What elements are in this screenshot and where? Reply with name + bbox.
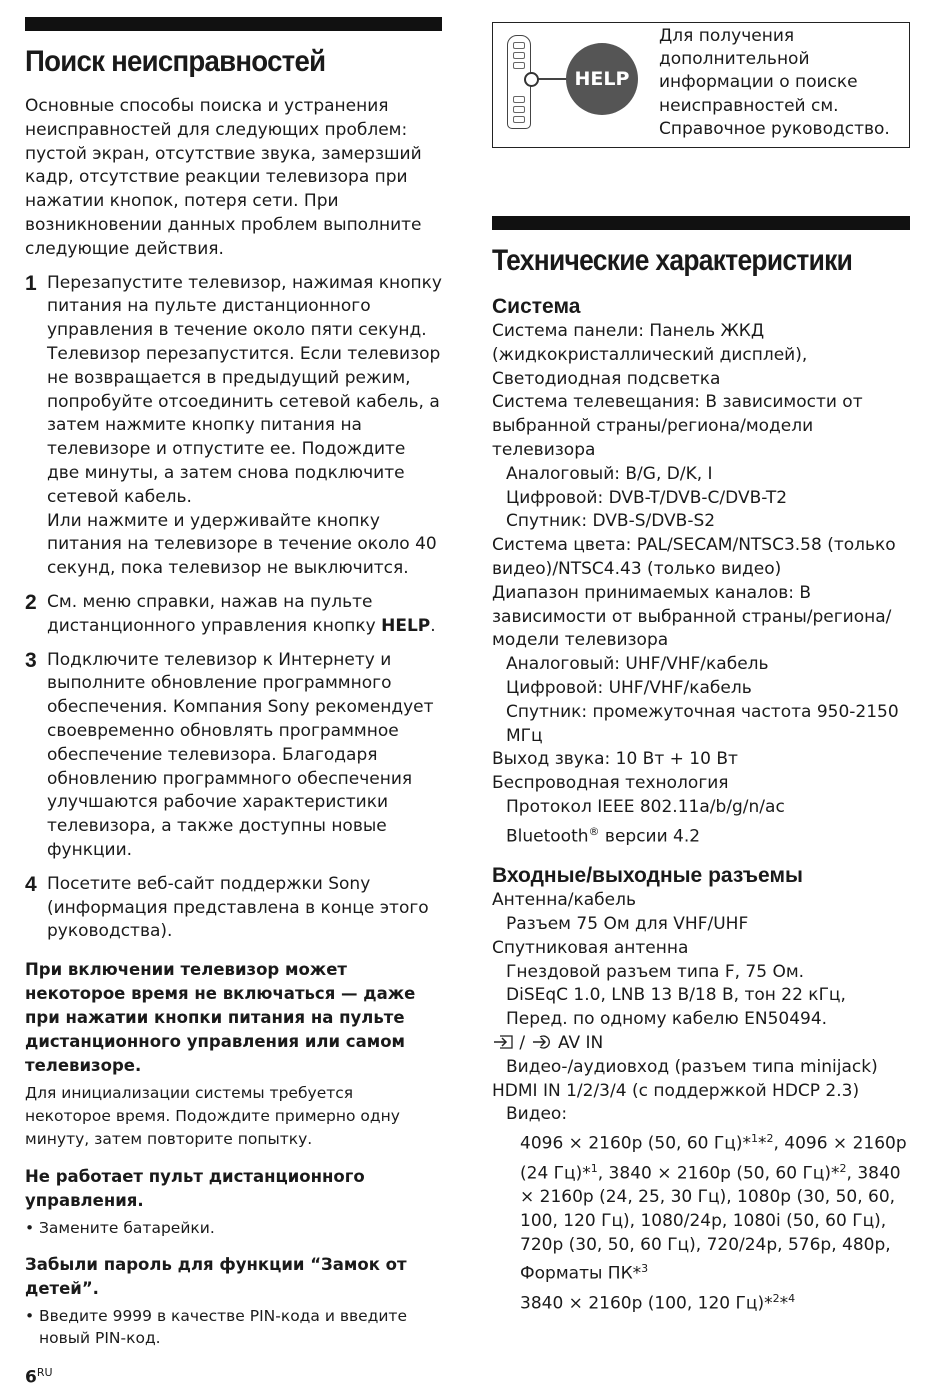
step-3 [25, 649, 442, 863]
issue-answer: Для инициализации системы требуется некоторое время. Подождите примерно одну минуту, затем повторите попытку. [25, 1084, 400, 1149]
step-number: 2 [25, 590, 37, 614]
registered-mark: ® [588, 824, 600, 838]
page-number-value: 6 [25, 1367, 37, 1388]
help-badge: HELP [566, 43, 638, 115]
spec-hdmi: HDMI IN 1/2/3/4 (с поддержкой HDCP 2.3) [492, 1080, 860, 1101]
spec-sat-antenna: Спутниковая антенна [492, 937, 689, 958]
step-text: Перезапустите телевизор, нажимая кнопку питания на пульте дистанционного управления в течение около пяти секунд. Телевизор перезапустится. Если телевизор не возвращается в предыдущий режим, попробуйте отсоединить сетевой кабель, а затем нажмите кнопку питания на телевизоре и отпустите ее. Подождите две минуты, а затем снова подключите сетевой кабель. [47, 272, 442, 507]
page-language: RU [36, 1366, 53, 1379]
help-box-text: Для получения дополнительной информации о поиске неисправностей см. Справочное руководство. [659, 26, 890, 139]
issue-question: При включении телевизор может некоторое время не включаться — даже при нажатии кнопки питания на пульте дистанционного управления или самом телевизоре. [25, 960, 416, 1076]
spec-resolutions [492, 1127, 910, 1287]
issue-question: Не работает пульт дистанционного управления. [25, 1167, 365, 1211]
step-1 [25, 272, 442, 581]
spec-sound: Выход звука: 10 Вт + 10 Вт [492, 749, 738, 770]
res-text: , 3840 × 2160p (50, 60 Гц)* [597, 1163, 840, 1184]
spec-antenna-detail: Разъем 75 Ом для VHF/UHF [506, 913, 749, 934]
spec-bluetooth [492, 820, 910, 849]
help-button-indicator-icon [524, 72, 539, 87]
spec-digital: Цифровой: DVB-T/DVB-C/DVB-T2 [506, 487, 788, 508]
step-text: Посетите веб-сайт поддержки Sony (информация представлена в конце этого руководства). [47, 873, 429, 942]
spec-ch-analog: Аналоговый: UHF/VHF/кабель [506, 654, 769, 675]
step-2 [25, 591, 442, 639]
spec-broadcast: Система телевещания: В зависимости от выбранной страны/региона/модели телевизора [492, 392, 863, 460]
spec-sat-detail-1: Гнездовой разъем типа F, 75 Ом. [506, 961, 805, 982]
input-circle-icon [531, 1035, 553, 1049]
footnote-ref: 2 [839, 1161, 847, 1175]
footnote-ref: 1 [750, 1132, 758, 1146]
spec-video: Видео: [506, 1104, 568, 1125]
av-in-label: AV IN [557, 1032, 604, 1053]
specs-column [492, 22, 910, 1316]
spec-channels: Диапазон принимаемых каналов: В зависимости от выбранной страны/региона/ модели телевизора [492, 582, 892, 651]
step-text-tail: . [430, 615, 436, 636]
spec-panel: Система панели: Панель ЖКД (жидкокристаллический дисплей), Светодиодная подсветка [492, 321, 808, 389]
step-text: Подключите телевизор к Интернету и выполните обновление программного обеспечения. Компания Sony рекомендует своевременно обновлять программное обеспечение телевизора. Благодаря обновлению программного обеспечения улучшаются рабочие характеристики телевизора, а также доступны новые функции. [47, 649, 434, 860]
spec-ieee: Протокол IEEE 802.11a/b/g/n/ac [506, 796, 785, 817]
spec-analog: Аналоговый: B/G, D/K, I [506, 463, 713, 484]
step-4 [25, 873, 442, 944]
spec-satellite: Спутник: DVB-S/DVB-S2 [506, 511, 716, 532]
input-arrow-icon [492, 1035, 514, 1049]
spec-ch-satellite: Спутник: промежуточная частота 950-2150 МГц [506, 701, 899, 746]
help-key-label: HELP [381, 615, 431, 636]
spec-wireless: Беспроводная технология [492, 773, 729, 794]
pointer-line [537, 78, 567, 80]
specs-title: Технические характеристики [492, 244, 853, 277]
issue-bullet: • Введите 9999 в качестве PIN-кода и введите новый PIN-код. [25, 1305, 442, 1349]
troubleshooting-steps [25, 272, 442, 945]
page-number [25, 1366, 53, 1388]
troubleshooting-intro: Основные способы поиска и устранения неисправностей для следующих проблем: пустой экран, отсутствие звука, замерзший кадр, отсутствие реакции телевизора при нажатии кнопок, потеря сети. При возникновении данных проблем выполните следующие действия. [25, 96, 422, 259]
troubleshooting-column [25, 17, 442, 1349]
res-text: , 3840 × 2160p (24, 25, 30 Гц), 1080p (30, 50, 60, 100, 120 Гц), 1080/24p, 1080i (50, 60 Гц), 720p (30, 50, 60 Гц), 720/24p, 576p, 480p, Форматы ПК* [520, 1163, 901, 1285]
av-separator: / [514, 1032, 531, 1053]
section-rule [25, 17, 442, 31]
spec-av-detail: Видео-/аудиовход (разъем типа minijack) [506, 1056, 878, 1077]
res-text: * [779, 1293, 789, 1314]
section-rule [492, 216, 910, 230]
bluetooth-version: версии 4.2 [599, 826, 701, 847]
res-text: 4096 × 2160p (50, 60 Гц)* [520, 1133, 751, 1154]
footnote-ref: 2 [766, 1132, 774, 1146]
step-number: 3 [25, 648, 37, 672]
step-text: См. меню справки, нажав на пульте дистанционного управления кнопку [47, 591, 382, 636]
spec-color: Система цвета: PAL/SECAM/NTSC3.58 (только видео)/NTSC4.43 (только видео) [492, 535, 896, 579]
troubleshooting-title: Поиск неисправностей [25, 45, 326, 78]
spec-resolutions-hfr [492, 1287, 910, 1316]
spec-sat-detail-2: DiSEqC 1.0, LNB 13 В/18 В, тон 22 кГц, Перед. по одному кабелю EN50494. [506, 985, 846, 1030]
footnote-ref: 2 [772, 1291, 780, 1305]
spec-ch-digital: Цифровой: UHF/VHF/кабель [506, 677, 752, 698]
step-number: 4 [25, 872, 37, 896]
step-number: 1 [25, 271, 37, 295]
issue-bullet: • Замените батарейки. [25, 1217, 442, 1239]
system-heading: Система [492, 295, 581, 318]
spec-antenna: Антенна/кабель [492, 890, 636, 911]
io-heading: Входные/выходные разъемы [492, 864, 803, 888]
res-text: * [757, 1133, 767, 1154]
footnote-ref: 3 [641, 1262, 649, 1276]
bluetooth-label: Bluetooth [506, 826, 589, 847]
footnote-ref: 1 [590, 1161, 598, 1175]
step-text-alt: Или нажмите и удерживайте кнопку питания на телевизоре в течение около 40 секунд, пока телевизор не выключится. [47, 510, 437, 579]
help-box [492, 22, 910, 148]
spec-av-in [492, 1032, 910, 1056]
res-text: 3840 × 2160p (100, 120 Гц)* [520, 1293, 773, 1314]
footnote-ref: 4 [788, 1291, 796, 1305]
issue-question: Забыли пароль для функции “Замок от детей”. [25, 1255, 407, 1299]
res-text: , 4096 × 2160p (24 Гц)* [520, 1133, 907, 1184]
